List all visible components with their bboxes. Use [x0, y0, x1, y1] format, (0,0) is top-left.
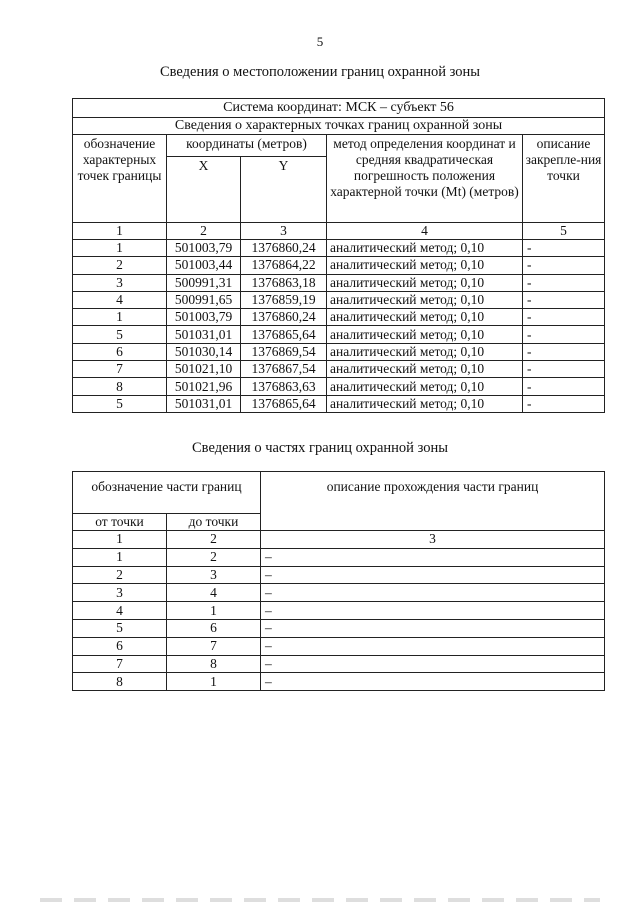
description-value: - [523, 291, 605, 308]
x-value: 500991,65 [167, 291, 241, 308]
part-description-header: описание прохождения части границ [261, 472, 605, 531]
y-value: 1376860,24 [241, 309, 327, 326]
point-id: 5 [73, 326, 167, 343]
coordinate-system-header: Система координат: МСК – субъект 56 [73, 99, 605, 118]
point-id: 1 [73, 309, 167, 326]
description-value: - [523, 240, 605, 257]
table-row [73, 619, 605, 637]
points-info-header: Сведения о характерных точках границ охранной зоны [73, 118, 605, 135]
table-row [73, 291, 605, 308]
to-point: 1 [167, 673, 261, 691]
table-row [73, 566, 605, 584]
table-row [73, 257, 605, 274]
page-number: 5 [316, 34, 324, 49]
from-point: 6 [73, 637, 167, 655]
method-header: метод определения координат и средняя квадратическая погрешность положения характерной точки (Mt) (метров) [327, 135, 523, 223]
to-point-header: до точки [167, 514, 261, 531]
table-row [73, 240, 605, 257]
y-value: 1376859,19 [241, 291, 327, 308]
to-point: 1 [167, 602, 261, 620]
part-description: – [261, 548, 605, 566]
boundary-parts-table [72, 471, 605, 691]
coordinates-header: координаты (метров) [167, 135, 327, 157]
point-id: 1 [73, 240, 167, 257]
from-point: 1 [73, 548, 167, 566]
from-point-header: от точки [73, 514, 167, 531]
method-value: аналитический метод; 0,10 [327, 378, 523, 395]
parts-title: Сведения о частях границ охранной зоны [192, 440, 448, 456]
description-value: - [523, 395, 605, 412]
from-point: 5 [73, 619, 167, 637]
table-row [73, 584, 605, 602]
description-value: - [523, 343, 605, 360]
scan-artifact [40, 898, 600, 902]
part-description: – [261, 566, 605, 584]
from-point: 7 [73, 655, 167, 673]
method-value: аналитический метод; 0,10 [327, 309, 523, 326]
y-value: 1376863,18 [241, 274, 327, 291]
method-value: аналитический метод; 0,10 [327, 240, 523, 257]
y-value: 1376867,54 [241, 361, 327, 378]
y-header: Y [241, 157, 327, 223]
to-point: 3 [167, 566, 261, 584]
table-row [73, 655, 605, 673]
to-point: 8 [167, 655, 261, 673]
table-row [73, 637, 605, 655]
method-value: аналитический метод; 0,10 [327, 257, 523, 274]
x-value: 501021,10 [167, 361, 241, 378]
boundary-points-table [72, 98, 605, 413]
description-header: описание закрепле-ния точки [523, 135, 605, 223]
point-id: 6 [73, 343, 167, 360]
table-row [73, 309, 605, 326]
from-point: 3 [73, 584, 167, 602]
table-row [73, 548, 605, 566]
y-value: 1376865,64 [241, 395, 327, 412]
method-value: аналитический метод; 0,10 [327, 361, 523, 378]
table-row [73, 326, 605, 343]
method-value: аналитический метод; 0,10 [327, 274, 523, 291]
point-id: 8 [73, 378, 167, 395]
x-value: 500991,31 [167, 274, 241, 291]
column-number: 1 [73, 223, 167, 240]
column-number: 4 [327, 223, 523, 240]
to-point: 2 [167, 548, 261, 566]
y-value: 1376863,63 [241, 378, 327, 395]
table-row [73, 395, 605, 412]
description-value: - [523, 361, 605, 378]
location-title: Сведения о местоположении границ охранной зоны [159, 64, 480, 80]
to-point: 7 [167, 637, 261, 655]
method-value: аналитический метод; 0,10 [327, 326, 523, 343]
x-value: 501031,01 [167, 326, 241, 343]
y-value: 1376864,22 [241, 257, 327, 274]
to-point: 4 [167, 584, 261, 602]
from-point: 8 [73, 673, 167, 691]
column-number: 5 [523, 223, 605, 240]
table-row [73, 361, 605, 378]
table-row [73, 343, 605, 360]
x-value: 501003,79 [167, 309, 241, 326]
part-description: – [261, 602, 605, 620]
part-description: – [261, 655, 605, 673]
x-value: 501031,01 [167, 395, 241, 412]
column-number: 2 [167, 531, 261, 549]
designation-header: обозначение характерных точек границы [73, 135, 167, 223]
method-value: аналитический метод; 0,10 [327, 291, 523, 308]
column-number: 3 [261, 531, 605, 549]
part-designation-header: обозначение части границ [73, 472, 261, 514]
table-row [73, 274, 605, 291]
y-value: 1376860,24 [241, 240, 327, 257]
point-id: 4 [73, 291, 167, 308]
part-description: – [261, 584, 605, 602]
table-row [73, 602, 605, 620]
method-value: аналитический метод; 0,10 [327, 395, 523, 412]
description-value: - [523, 326, 605, 343]
part-description: – [261, 673, 605, 691]
column-number: 3 [241, 223, 327, 240]
from-point: 4 [73, 602, 167, 620]
description-value: - [523, 274, 605, 291]
description-value: - [523, 309, 605, 326]
description-value: - [523, 257, 605, 274]
point-id: 2 [73, 257, 167, 274]
x-value: 501030,14 [167, 343, 241, 360]
y-value: 1376865,64 [241, 326, 327, 343]
method-value: аналитический метод; 0,10 [327, 343, 523, 360]
from-point: 2 [73, 566, 167, 584]
point-id: 5 [73, 395, 167, 412]
column-number: 2 [167, 223, 241, 240]
part-description: – [261, 619, 605, 637]
to-point: 6 [167, 619, 261, 637]
x-header: X [167, 157, 241, 223]
x-value: 501003,79 [167, 240, 241, 257]
table-row [73, 378, 605, 395]
description-value: - [523, 378, 605, 395]
x-value: 501021,96 [167, 378, 241, 395]
point-id: 7 [73, 361, 167, 378]
point-id: 3 [73, 274, 167, 291]
y-value: 1376869,54 [241, 343, 327, 360]
table-row [73, 673, 605, 691]
x-value: 501003,44 [167, 257, 241, 274]
column-number: 1 [73, 531, 167, 549]
part-description: – [261, 637, 605, 655]
